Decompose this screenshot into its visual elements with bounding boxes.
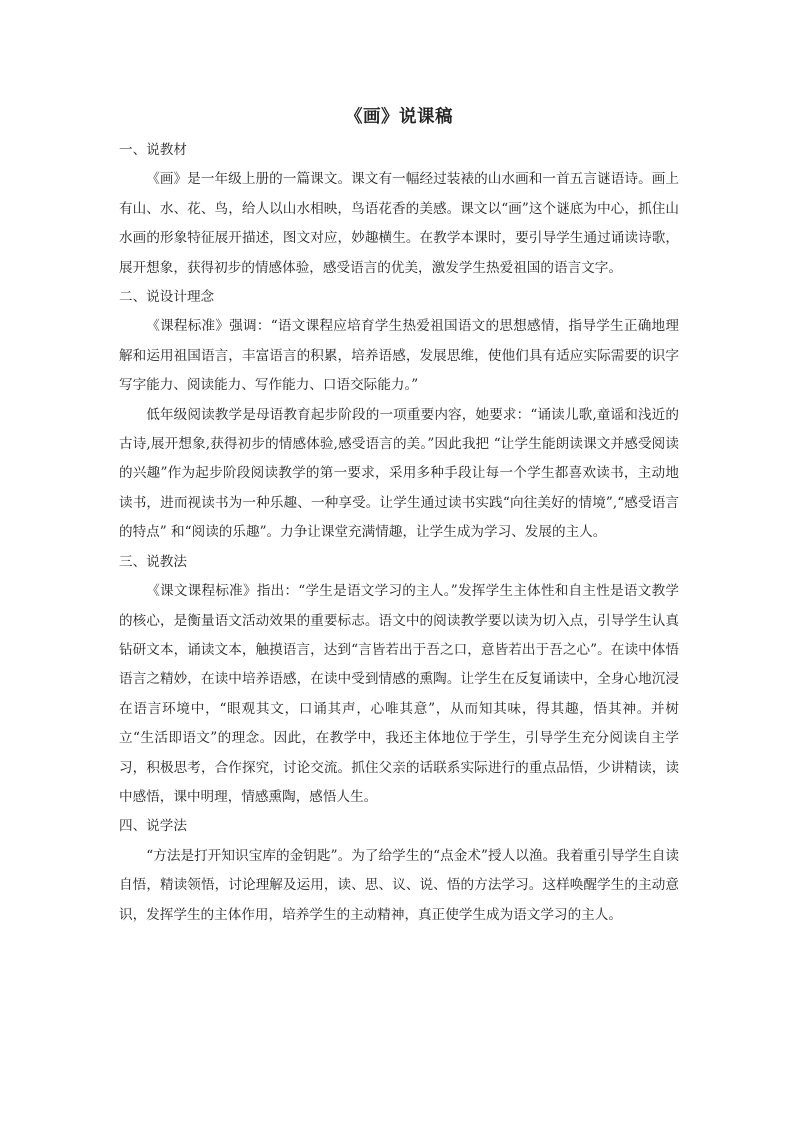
document-title: 《画》说课稿 [345,107,453,127]
section-heading: 四、说学法 [119,818,187,835]
paragraph: 低年级阅读教学是母语教育起步阶段的一项重要内容，她要求：“诵读儿歌,童谣和浅近的古诗,展开想象,获得初步的情感体验,感受语言的美。”因此我把 “让学生能朗读课文并感受阅读的兴趣”作为起步阶段阅读教学的第一要求，采用多种手段让每一个学生都喜欢读书，主动地读书，进而视读书为一种乐趣、一种享受。让学生通过读书实践“向往美好的情境”,“感受语言的特点” 和“阅读的乐趣”。力争让课堂充满情趣，让学生成为学习、发展的主人。 [119,406,679,541]
paragraph: “方法是打开知识宝库的金钥匙”。为了给学生的“点金术”授人以渔。我着重引导学生自读自悟，精读领悟，讨论理解及运用，读、思、议、说、悟的方法学习。这样唤醒学生的主动意识，发挥学生的主体作用，培养学生的主动精神，真正使学生成为语文学习的主人。 [119,847,679,923]
section-teaching-method [119,548,679,813]
document-page [119,100,679,930]
section-heading: 三、说教法 [119,553,187,570]
section-heading: 一、说教材 [119,142,187,158]
paragraph: 《课文课程标准》指出：“学生是语文学习的主人。”发挥学生主体性和自主性是语文教学的核心，是衡量语文活动效果的重要标志。语文中的阅读教学要以读为切入点，引导学生认真钻研文本，诵读文本，触摸语言，达到“言皆若出于吾之口，意皆若出于吾之心”。在读中体悟语言之精妙，在读中培养语感，在读中受到情感的熏陶。让学生在反复诵读中，全身心地沉浸在语言环境中，“眼观其文，口诵其声，心唯其意”，从而知其味，得其趣，悟其神。并树立“生活即语文”的理念。因此，在教学中，我还主体地位于学生，引导学生充分阅读自主学习，积极思考，合作探究，讨论交流。抓住父亲的话联系实际进行的重点品悟，少讲精读，读中感悟，课中明理，情感熏陶，感悟人生。 [119,583,679,805]
section-design-concept [119,283,679,548]
paragraph: 《课程标准》强调：“语文课程应培育学生热爱祖国语文的思想感情，指导学生正确地理解和运用祖国语言，丰富语言的积累，培养语感，发展思维，使他们具有适应实际需要的识字写字能力、阅读能力、写作能力、口语交际能力。” [119,318,679,394]
section-learning-method [119,812,679,930]
section-heading: 二、说设计理念 [119,289,215,306]
paragraph: 《画》是一年级上册的一篇课文。课文有一幅经过装裱的山水画和一首五言谜语诗。画上有山、水、花、鸟，给人以山水相映，鸟语花香的美感。课文以“画”这个谜底为中心，抓住山水画的形象特征展开描述，图文对应，妙趣横生。在教学本课时，要引导学生通过诵读诗歌，展开想象，获得初步的情感体验，感受语言的优美，激发学生热爱祖国的语言文字。 [119,171,679,276]
section-teaching-material [119,136,679,283]
